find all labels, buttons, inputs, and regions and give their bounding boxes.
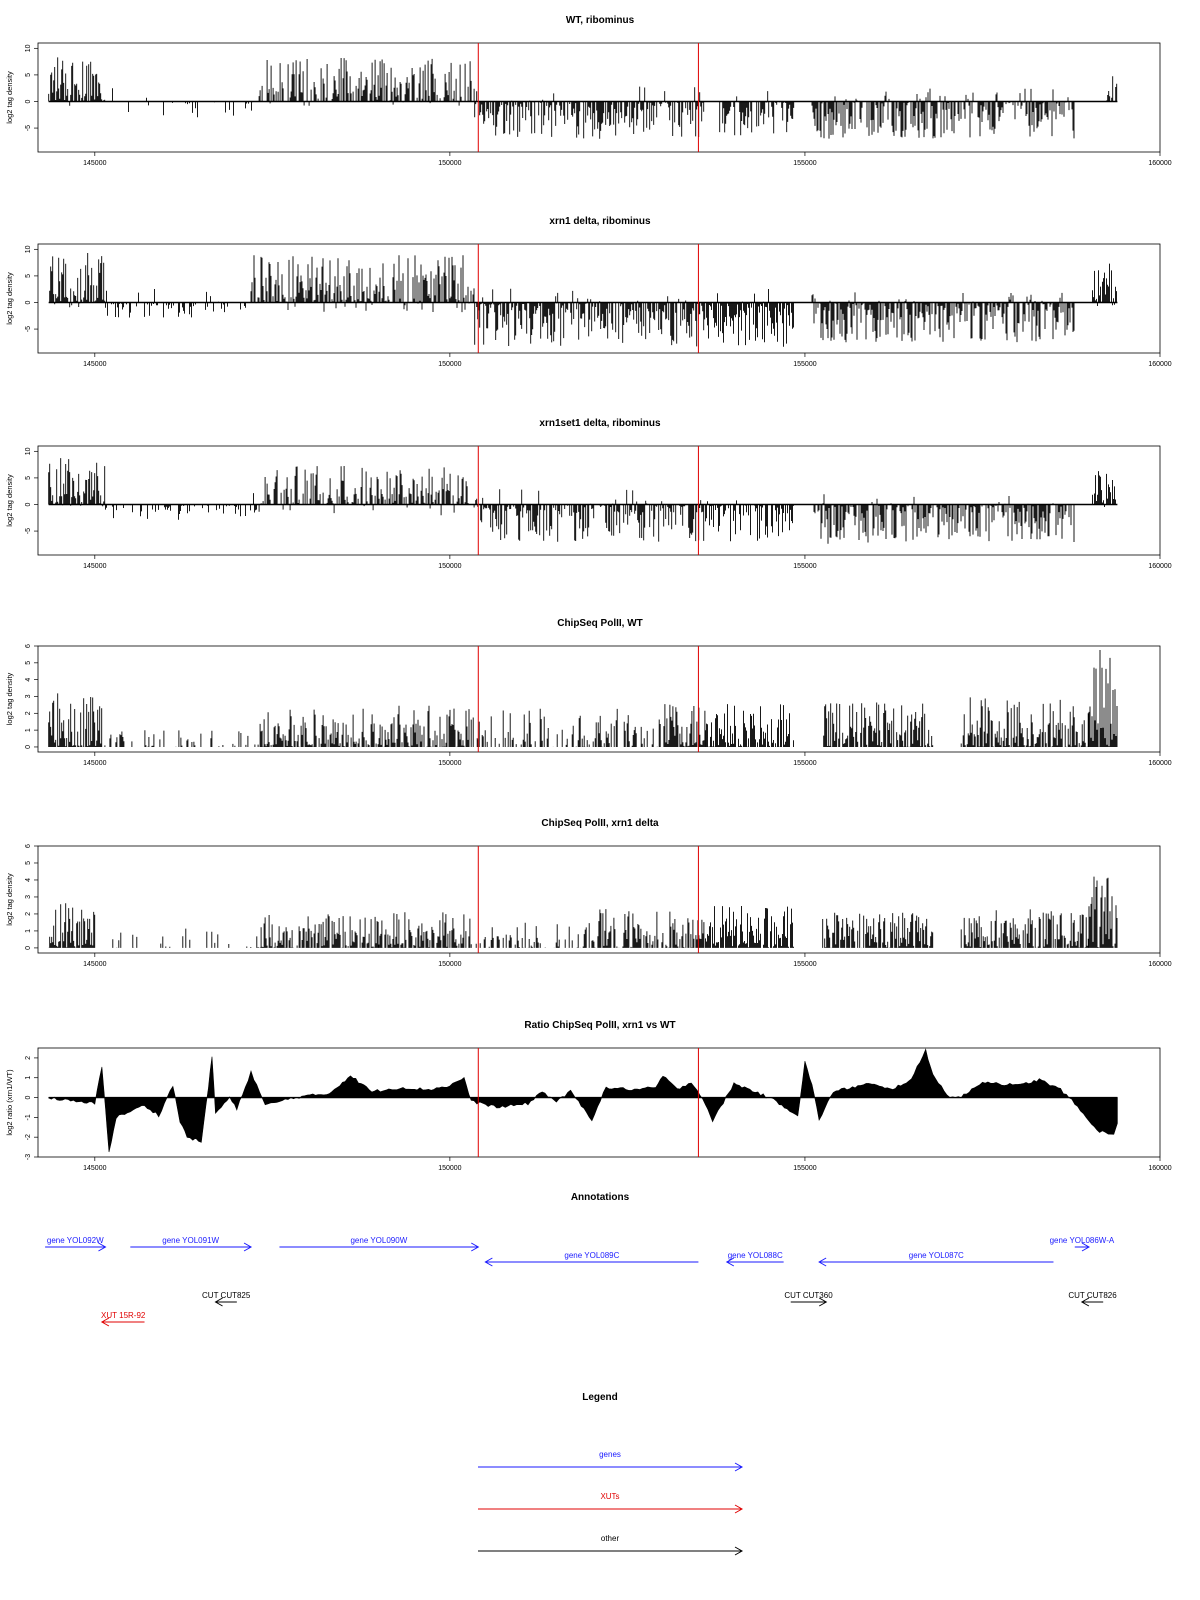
feature-label: gene YOL092W	[46, 1236, 104, 1245]
annotation-feature	[202, 1291, 251, 1306]
legend-label: XUTs	[600, 1492, 620, 1501]
y-tick-label: 0	[25, 945, 32, 950]
x-tick-label: 150000	[438, 1165, 462, 1172]
y-axis-label: log2 tag density	[5, 474, 14, 527]
annotation-feature	[784, 1291, 833, 1306]
x-tick-label: 150000	[438, 760, 462, 767]
y-tick-label: -5	[25, 527, 32, 535]
y-tick-label: -5	[25, 124, 32, 132]
panel-title: xrn1 delta, ribominus	[549, 216, 651, 227]
y-axis-label: log2 tag density	[5, 71, 14, 124]
y-tick-label: 0	[25, 502, 32, 507]
x-tick-label: 160000	[1148, 961, 1172, 968]
x-tick-label: 145000	[83, 361, 107, 368]
track-panel	[5, 1020, 1172, 1172]
feature-label: XUT 15R-92	[101, 1311, 146, 1320]
x-tick-label: 155000	[793, 1165, 817, 1172]
x-tick-label: 145000	[83, 760, 107, 767]
x-tick-label: 155000	[793, 563, 817, 570]
feature-label: CUT CUT360	[784, 1291, 833, 1300]
legend-item	[478, 1534, 742, 1555]
y-tick-label: 4	[25, 677, 32, 682]
x-tick-label: 145000	[83, 160, 107, 167]
y-tick-label: 2	[25, 911, 32, 916]
track-panel	[5, 216, 1172, 368]
signal-bars	[49, 650, 1117, 747]
feature-label: gene YOL088C	[727, 1251, 783, 1260]
x-tick-label: 145000	[83, 1165, 107, 1172]
annotation-feature	[819, 1251, 1053, 1266]
y-axis-label: log2 tag density	[5, 873, 14, 926]
y-axis-label: log2 tag density	[5, 672, 14, 726]
y-tick-label: 5	[25, 475, 32, 480]
annotation-feature	[45, 1236, 105, 1251]
y-tick-label: 0	[25, 1095, 32, 1100]
panel-title: ChipSeq PolII, xrn1 delta	[541, 818, 659, 829]
signal-bars	[49, 458, 1117, 544]
signal-bars	[49, 57, 1117, 138]
x-tick-label: 150000	[438, 563, 462, 570]
legend-item	[478, 1450, 742, 1471]
feature-label: gene YOL091W	[162, 1236, 220, 1245]
panel-title: WT, ribominus	[565, 15, 635, 26]
plot-frame	[38, 43, 1160, 152]
y-tick-label: -2	[25, 1134, 32, 1141]
x-tick-label: 160000	[1148, 760, 1172, 767]
annotation-feature	[279, 1236, 478, 1251]
annotation-feature	[1068, 1291, 1117, 1306]
y-tick-label: 10	[25, 44, 32, 53]
y-axis-label: log2 tag density	[5, 272, 14, 325]
legend-title: Legend	[582, 1392, 618, 1403]
feature-label: CUT CUT825	[202, 1291, 251, 1300]
y-tick-label: 3	[25, 894, 32, 899]
x-tick-label: 145000	[83, 563, 107, 570]
y-tick-label: 6	[25, 844, 32, 848]
y-tick-label: 6	[25, 644, 32, 648]
annotation-feature	[727, 1251, 784, 1266]
y-tick-label: -1	[25, 1114, 32, 1121]
signal-bars	[50, 253, 1117, 347]
annotation-feature	[101, 1311, 146, 1326]
track-panel	[5, 15, 1172, 167]
feature-label: gene YOL089C	[564, 1251, 620, 1260]
panel-title: ChipSeq PolII, WT	[557, 618, 643, 629]
y-tick-label: 2	[25, 1055, 32, 1060]
y-tick-label: 5	[25, 861, 32, 865]
ratio-area	[49, 1049, 1118, 1152]
x-tick-label: 160000	[1148, 1165, 1172, 1172]
y-tick-label: 1	[25, 928, 32, 933]
plot-frame	[38, 446, 1160, 555]
y-tick-label: 0	[25, 744, 32, 749]
annotation-feature	[485, 1251, 698, 1266]
y-tick-label: 2	[25, 711, 32, 716]
y-tick-label: 1	[25, 1075, 32, 1080]
y-tick-label: 1	[25, 728, 32, 733]
x-tick-label: 150000	[438, 361, 462, 368]
y-tick-label: -5	[25, 325, 32, 333]
track-panels	[5, 15, 1172, 1172]
y-axis-label: log2 ratio (xrn1/WT)	[5, 1069, 14, 1136]
legend-label: other	[600, 1534, 620, 1543]
x-tick-label: 155000	[793, 961, 817, 968]
y-tick-label: 3	[25, 694, 32, 699]
feature-label: gene YOL086W-A	[1049, 1236, 1115, 1245]
x-tick-label: 160000	[1148, 563, 1172, 570]
x-tick-label: 155000	[793, 361, 817, 368]
x-tick-label: 150000	[438, 160, 462, 167]
y-tick-label: 5	[25, 273, 32, 278]
x-tick-label: 155000	[793, 160, 817, 167]
annotations-title: Annotations	[570, 1192, 630, 1203]
x-tick-label: 155000	[793, 760, 817, 767]
signal-bars	[49, 877, 1117, 948]
annotation-feature	[130, 1236, 251, 1251]
panel-title: xrn1set1 delta, ribominus	[539, 418, 661, 429]
y-tick-label: 5	[25, 660, 32, 665]
panel-title: Ratio ChipSeq PolII, xrn1 vs WT	[524, 1020, 676, 1031]
x-tick-label: 145000	[83, 961, 107, 968]
legend-item	[478, 1492, 742, 1513]
feature-label: CUT CUT826	[1068, 1291, 1117, 1300]
track-panel	[5, 818, 1172, 968]
legend-label: genes	[599, 1450, 621, 1459]
track-panel	[5, 618, 1172, 767]
x-tick-label: 150000	[438, 961, 462, 968]
y-tick-label: 10	[25, 447, 32, 456]
feature-label: gene YOL090W	[350, 1236, 408, 1245]
y-tick-label: 10	[25, 245, 32, 254]
y-tick-label: 0	[25, 99, 32, 104]
y-tick-label: 4	[25, 878, 32, 882]
legend	[478, 1392, 742, 1555]
y-tick-label: 5	[25, 72, 32, 77]
x-tick-label: 160000	[1148, 160, 1172, 167]
y-tick-label: -3	[25, 1153, 32, 1161]
y-tick-label: 0	[25, 300, 32, 305]
x-tick-label: 160000	[1148, 361, 1172, 368]
feature-label: gene YOL087C	[908, 1251, 964, 1260]
annotation-feature	[1050, 1236, 1115, 1251]
annotations-track	[45, 1192, 1117, 1326]
track-panel	[5, 418, 1172, 570]
